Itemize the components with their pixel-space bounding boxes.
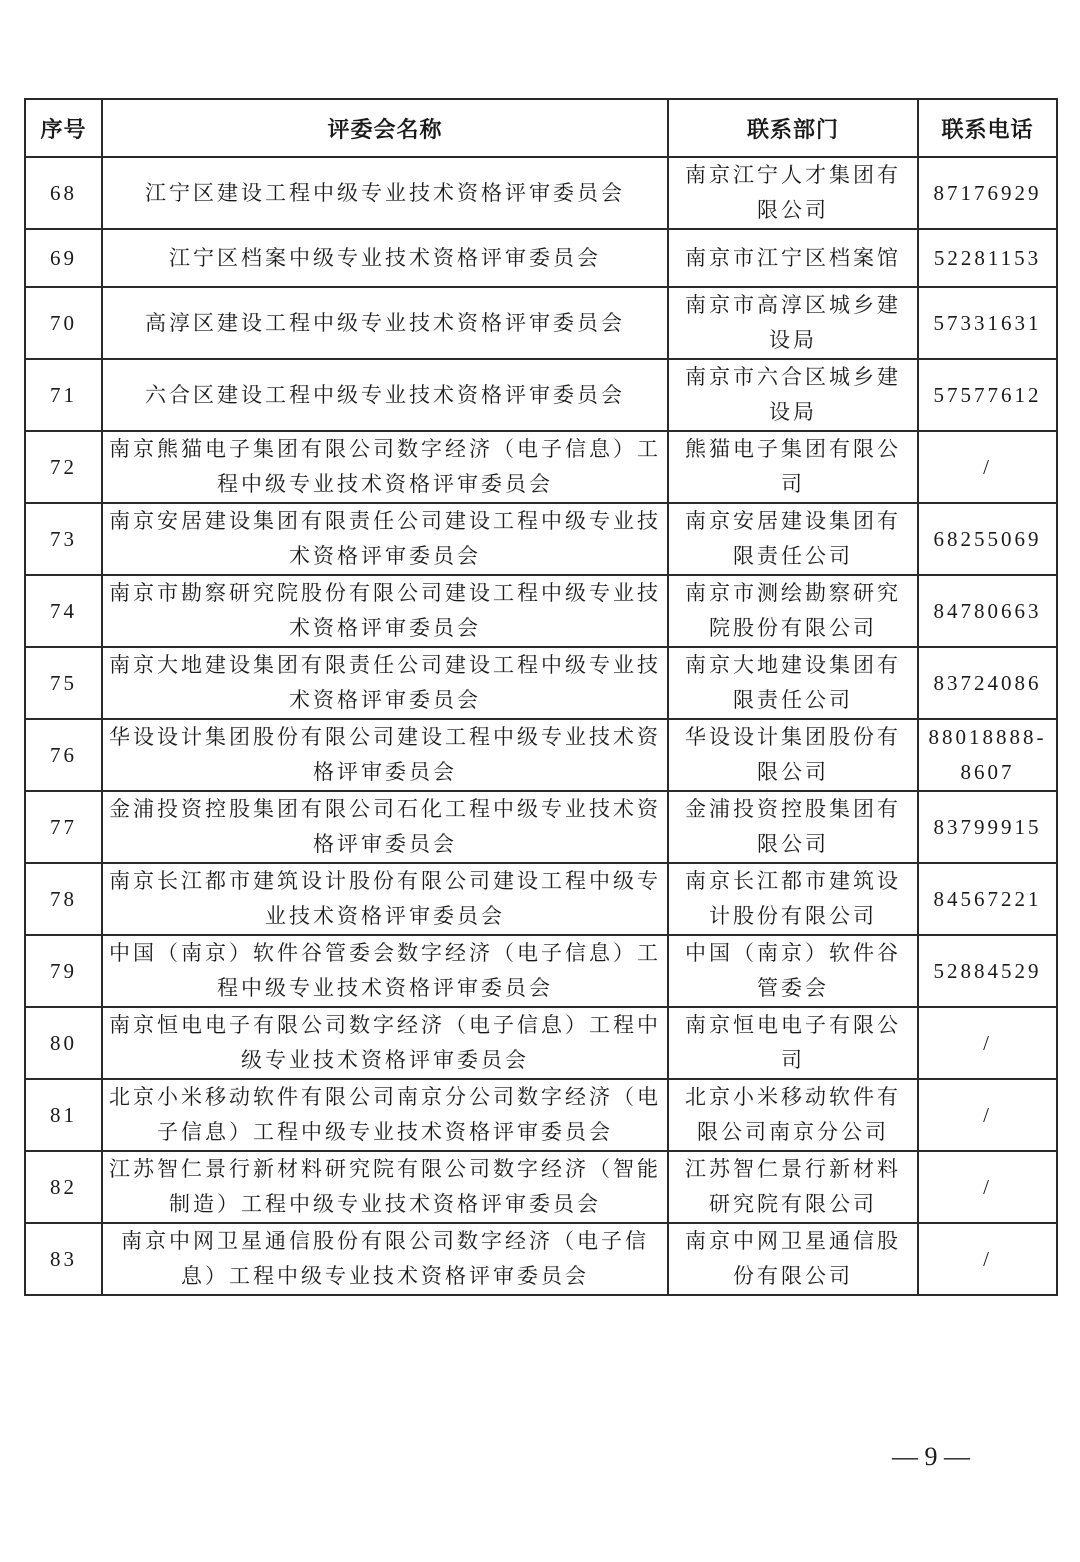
- row-no: 80: [25, 1007, 102, 1079]
- row-name: 高淳区建设工程中级专业技术资格评审委员会: [102, 287, 668, 359]
- row-phone: /: [918, 1079, 1057, 1151]
- row-phone: /: [918, 431, 1057, 503]
- table-row: [25, 791, 1057, 863]
- row-no: 83: [25, 1223, 102, 1295]
- row-no: 74: [25, 575, 102, 647]
- row-dept: 江苏智仁景行新材料研究院有限公司: [668, 1151, 918, 1223]
- row-no: 72: [25, 431, 102, 503]
- row-no: 78: [25, 863, 102, 935]
- row-phone: 88018888-8607: [918, 719, 1057, 791]
- row-name: 华设设计集团股份有限公司建设工程中级专业技术资格评审委员会: [102, 719, 668, 791]
- row-name: 南京长江都市建筑设计股份有限公司建设工程中级专业技术资格评审委员会: [102, 863, 668, 935]
- row-name: 南京市勘察研究院股份有限公司建设工程中级专业技术资格评审委员会: [102, 575, 668, 647]
- row-no: 76: [25, 719, 102, 791]
- row-name: 南京中网卫星通信股份有限公司数字经济（电子信息）工程中级专业技术资格评审委员会: [102, 1223, 668, 1295]
- row-phone: 52281153: [918, 229, 1057, 287]
- row-no: 75: [25, 647, 102, 719]
- row-dept: 南京市江宁区档案馆: [668, 229, 918, 287]
- row-dept: 熊猫电子集团有限公司: [668, 431, 918, 503]
- row-phone: 87176929: [918, 157, 1057, 229]
- row-dept: 南京江宁人才集团有限公司: [668, 157, 918, 229]
- table-row: [25, 359, 1057, 431]
- row-no: 77: [25, 791, 102, 863]
- row-dept: 南京中网卫星通信股份有限公司: [668, 1223, 918, 1295]
- row-no: 81: [25, 1079, 102, 1151]
- table-row: [25, 157, 1057, 229]
- row-name: 六合区建设工程中级专业技术资格评审委员会: [102, 359, 668, 431]
- row-phone: 83799915: [918, 791, 1057, 863]
- committee-table: [24, 98, 1058, 1296]
- row-dept: 南京市高淳区城乡建设局: [668, 287, 918, 359]
- row-name: 江宁区档案中级专业技术资格评审委员会: [102, 229, 668, 287]
- row-dept: 南京安居建设集团有限责任公司: [668, 503, 918, 575]
- header-no: 序号: [25, 99, 102, 157]
- row-no: 82: [25, 1151, 102, 1223]
- table-row: [25, 935, 1057, 1007]
- row-name: 金浦投资控股集团有限公司石化工程中级专业技术资格评审委员会: [102, 791, 668, 863]
- row-no: 68: [25, 157, 102, 229]
- row-phone: 84567221: [918, 863, 1057, 935]
- table-row: [25, 1151, 1057, 1223]
- row-dept: 南京市测绘勘察研究院股份有限公司: [668, 575, 918, 647]
- table-row: [25, 1079, 1057, 1151]
- row-phone: 84780663: [918, 575, 1057, 647]
- row-dept: 金浦投资控股集团有限公司: [668, 791, 918, 863]
- row-dept: 南京市六合区城乡建设局: [668, 359, 918, 431]
- row-dept: 南京恒电电子有限公司: [668, 1007, 918, 1079]
- row-dept: 中国（南京）软件谷管委会: [668, 935, 918, 1007]
- table-row: [25, 229, 1057, 287]
- table-header-row: [25, 99, 1057, 157]
- row-name: 南京安居建设集团有限责任公司建设工程中级专业技术资格评审委员会: [102, 503, 668, 575]
- row-phone: 57577612: [918, 359, 1057, 431]
- row-name: 北京小米移动软件有限公司南京分公司数字经济（电子信息）工程中级专业技术资格评审委员会: [102, 1079, 668, 1151]
- row-name: 南京大地建设集团有限责任公司建设工程中级专业技术资格评审委员会: [102, 647, 668, 719]
- page-number: — 9 —: [892, 1442, 970, 1471]
- row-no: 70: [25, 287, 102, 359]
- table-row: [25, 863, 1057, 935]
- row-name: 南京熊猫电子集团有限公司数字经济（电子信息）工程中级专业技术资格评审委员会: [102, 431, 668, 503]
- table-row: [25, 287, 1057, 359]
- row-phone: /: [918, 1223, 1057, 1295]
- row-dept: 南京大地建设集团有限责任公司: [668, 647, 918, 719]
- table-row: [25, 719, 1057, 791]
- header-dept: 联系部门: [668, 99, 918, 157]
- table-row: [25, 503, 1057, 575]
- row-no: 71: [25, 359, 102, 431]
- row-name: 江苏智仁景行新材料研究院有限公司数字经济（智能制造）工程中级专业技术资格评审委员会: [102, 1151, 668, 1223]
- row-phone: /: [918, 1007, 1057, 1079]
- row-phone: 52884529: [918, 935, 1057, 1007]
- row-name: 南京恒电电子有限公司数字经济（电子信息）工程中级专业技术资格评审委员会: [102, 1007, 668, 1079]
- table-row: [25, 575, 1057, 647]
- row-no: 73: [25, 503, 102, 575]
- header-phone: 联系电话: [918, 99, 1057, 157]
- row-phone: 57331631: [918, 287, 1057, 359]
- table-row: [25, 431, 1057, 503]
- row-dept: 北京小米移动软件有限公司南京分公司: [668, 1079, 918, 1151]
- row-dept: 华设设计集团股份有限公司: [668, 719, 918, 791]
- table-row: [25, 1223, 1057, 1295]
- row-name: 江宁区建设工程中级专业技术资格评审委员会: [102, 157, 668, 229]
- row-phone: /: [918, 1151, 1057, 1223]
- row-phone: 68255069: [918, 503, 1057, 575]
- row-phone: 83724086: [918, 647, 1057, 719]
- table-row: [25, 1007, 1057, 1079]
- row-name: 中国（南京）软件谷管委会数字经济（电子信息）工程中级专业技术资格评审委员会: [102, 935, 668, 1007]
- row-no: 69: [25, 229, 102, 287]
- row-dept: 南京长江都市建筑设计股份有限公司: [668, 863, 918, 935]
- table-row: [25, 647, 1057, 719]
- row-no: 79: [25, 935, 102, 1007]
- header-name: 评委会名称: [102, 99, 668, 157]
